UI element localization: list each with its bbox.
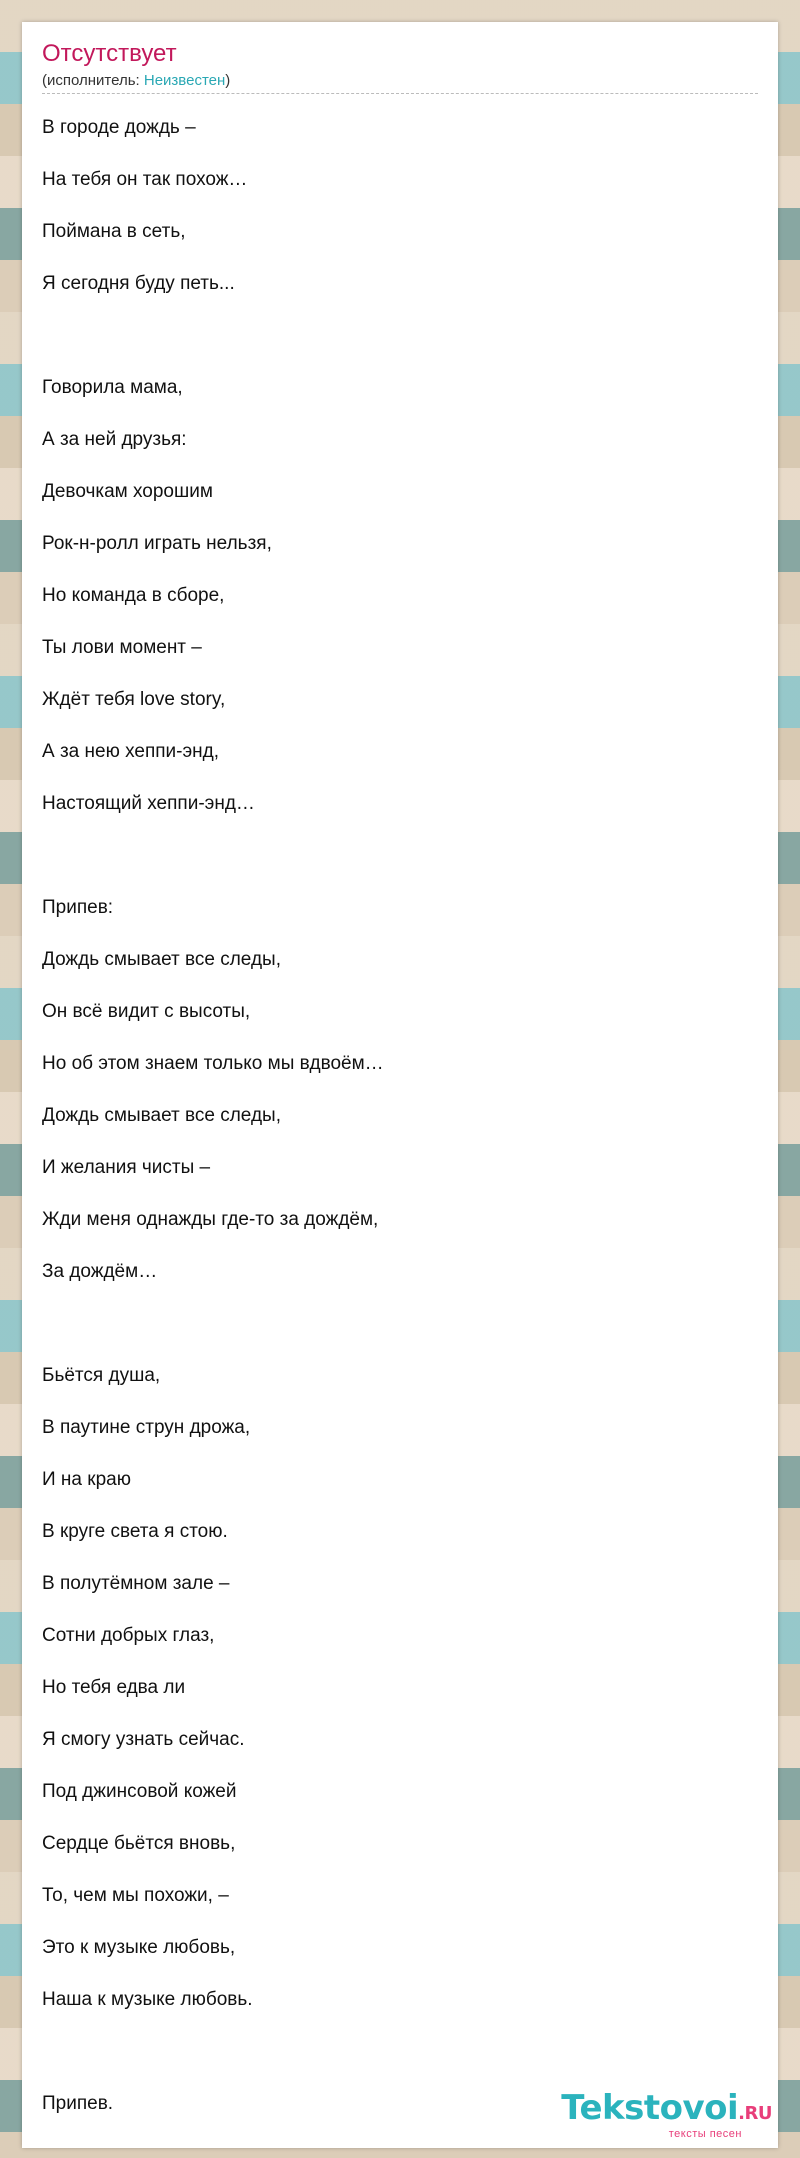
lyric-line: Наша к музыке любовь. bbox=[42, 1989, 253, 2010]
lyric-line: Сердце бьётся вновь, bbox=[42, 1833, 236, 1854]
title-divider bbox=[42, 93, 758, 94]
lyric-line: В городе дождь – bbox=[42, 117, 196, 138]
site-logo[interactable] bbox=[561, 2090, 772, 2140]
lyric-line: Это к музыке любовь, bbox=[42, 1937, 236, 1958]
lyric-line: В полутёмном зале – bbox=[42, 1573, 230, 1594]
lyric-line: Ждёт тебя love story, bbox=[42, 689, 226, 710]
lyric-line: Девочкам хорошим bbox=[42, 481, 213, 502]
logo-name: Tekstovoi bbox=[561, 2088, 739, 2128]
lyric-line: Он всё видит с высоты, bbox=[42, 1001, 251, 1022]
lyric-line: Дождь смывает все следы, bbox=[42, 1105, 281, 1126]
lyric-line: То, чем мы похожи, – bbox=[42, 1885, 229, 1906]
lyric-line: Жди меня однажды где-то за дождём, bbox=[42, 1209, 379, 1230]
logo-tld: .RU bbox=[738, 2103, 772, 2124]
lyric-line: Ты лови момент – bbox=[42, 637, 202, 658]
lyric-line: Припев: bbox=[42, 897, 114, 918]
lyric-line: Под джинсовой кожей bbox=[42, 1781, 237, 1802]
lyric-line: Я сегодня буду петь... bbox=[42, 273, 235, 294]
lyric-line: Настоящий хеппи-энд… bbox=[42, 793, 255, 814]
lyric-line: А за ней друзья: bbox=[42, 429, 187, 450]
lyric-line: Сотни добрых глаз, bbox=[42, 1625, 215, 1646]
lyric-blank-line bbox=[42, 310, 758, 362]
lyric-line: Но тебя едва ли bbox=[42, 1677, 186, 1698]
lyric-line: За дождём… bbox=[42, 1261, 158, 1282]
lyric-line: И на краю bbox=[42, 1469, 131, 1490]
lyric-line: А за нею хеппи-энд, bbox=[42, 741, 220, 762]
lyrics-card bbox=[22, 22, 778, 2148]
lyrics-list bbox=[42, 102, 758, 2130]
artist-prefix: (исполнитель: bbox=[42, 72, 144, 89]
lyric-line: В паутине струн дрожа, bbox=[42, 1417, 251, 1438]
artist-suffix: ) bbox=[225, 72, 231, 89]
lyric-line: Говорила мама, bbox=[42, 377, 183, 398]
lyric-blank-line bbox=[42, 1298, 758, 1350]
artist-line bbox=[42, 72, 230, 90]
lyric-line: Припев. bbox=[42, 2093, 114, 2114]
lyric-line: Но команда в сборе, bbox=[42, 585, 225, 606]
lyric-line: Дождь смывает все следы, bbox=[42, 949, 281, 970]
lyric-line: В круге света я стою. bbox=[42, 1521, 228, 1542]
lyric-blank-line bbox=[42, 830, 758, 882]
lyric-line: Я смогу узнать сейчас. bbox=[42, 1729, 245, 1750]
song-title: Отсутствует bbox=[42, 40, 177, 67]
lyric-blank-line bbox=[42, 2026, 758, 2078]
lyric-line: Поймана в сеть, bbox=[42, 221, 186, 242]
lyric-line: На тебя он так похож… bbox=[42, 169, 248, 190]
lyric-line: И желания чисты – bbox=[42, 1157, 211, 1178]
logo-tagline: тексты песен bbox=[668, 2128, 742, 2140]
artist-link[interactable]: Неизвестен bbox=[143, 72, 226, 89]
lyric-line: Рок-н-ролл играть нельзя, bbox=[42, 533, 272, 554]
lyric-line: Бьётся душа, bbox=[42, 1365, 161, 1386]
lyric-line: Но об этом знаем только мы вдвоём… bbox=[42, 1053, 384, 1074]
